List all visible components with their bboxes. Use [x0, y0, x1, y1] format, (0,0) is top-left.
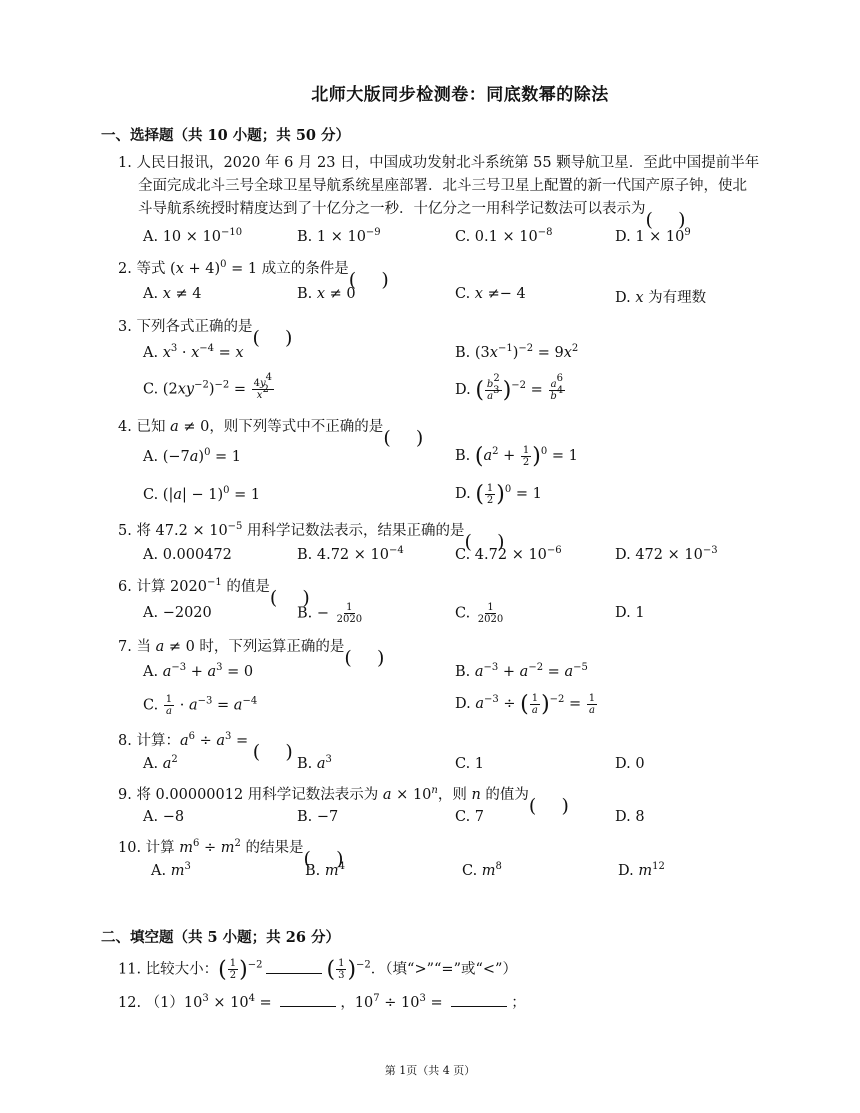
question-5: 5. 将 $47.2 \times 10^{-5}$ 用科学记数法表示，结果正确的是: [118, 521, 465, 539]
q3-option-d[interactable]: D. ( $\frac{b^2}{a^3}$ )$^{-2}$ = $\frac{a^6}{b^4}$: [455, 372, 564, 403]
q6-option-d[interactable]: D. 1: [615, 605, 645, 621]
q10-option-c[interactable]: C. $m^8$: [462, 861, 502, 879]
question-10: 10. 计算 $m^6 \div m^2$ 的结果是: [118, 838, 304, 856]
q7-option-d[interactable]: D. $a^{-3}$ ÷ ( $\frac{1}{a}$ )$^{-2}$ = $\frac{1}{a}$: [455, 692, 596, 717]
page-footer: 第 1页（共 4 页）: [384, 1064, 476, 1077]
q5-option-c[interactable]: C. $4.72 \times 10^{-6}$: [455, 545, 562, 563]
q7-option-a[interactable]: A. $a^{-3} + a^3 = 0$: [143, 662, 254, 680]
q5-option-d[interactable]: D. $472 \times 10^{-3}$: [615, 545, 718, 563]
q10-option-d[interactable]: D. $m^{12}$: [618, 861, 665, 879]
q1-option-b[interactable]: B. $1 \times 10^{-9}$: [297, 227, 381, 245]
q2-option-b[interactable]: B. x ≠ 0: [297, 286, 356, 302]
q4-option-d[interactable]: D. ( $\frac{1}{2}$ )$^0$ = 1: [455, 482, 542, 507]
q4-option-c[interactable]: C. $(|a| - 1)^0 = 1$: [143, 485, 261, 503]
q8-option-c[interactable]: C. 1: [455, 756, 485, 772]
q4-option-a[interactable]: A. $(-7a)^0 = 1$: [143, 447, 242, 465]
page-title: 北师大版同步检测卷：同底数幂的除法: [311, 85, 609, 105]
question-12: 12. $(1)10^3 \times 10^4$ = ，$10^7 \div 10^3$ = ；: [118, 993, 526, 1011]
q8-option-b[interactable]: B. $a^3$: [297, 754, 332, 772]
q7-option-c[interactable]: C. $\frac{1}{a}$ · $a^{-3} = a^{-4}$: [143, 694, 258, 717]
q1-option-a[interactable]: A. $10 \times 10^{-10}$: [143, 227, 243, 245]
answer-blank[interactable]: [280, 992, 336, 1007]
q9-option-c[interactable]: C. 7: [455, 809, 485, 825]
q2-option-c[interactable]: C. x ≠− 4: [455, 286, 526, 302]
q7-option-b[interactable]: B. $a^{-3} + a^{-2} = a^{-5}$: [455, 662, 588, 680]
question-2: 2. 等式 $(x + 4)^0 = 1$ 成立的条件是: [118, 259, 349, 277]
q5-option-a[interactable]: A. 0.000472: [143, 547, 232, 563]
section-fill-header: 二、填空题（共 5 小题；共 26 分）: [101, 929, 340, 946]
q5-option-b[interactable]: B. $4.72 \times 10^{-4}$: [297, 545, 404, 563]
question-4: 4. 已知 a ≠ 0，则下列等式中不正确的是: [118, 419, 384, 435]
question-6: 6. 计算 $2020^{-1}$ 的值是: [118, 577, 270, 595]
q8-option-a[interactable]: A. $a^2$: [143, 754, 178, 772]
q3-option-c[interactable]: C. $(2xy^{-2})^{-2}$ = $\frac{4y^4}{x^2}$: [143, 372, 273, 401]
q10-option-b[interactable]: B. $m^4$: [305, 861, 345, 879]
question-1: 1. 人民日报讯，2020 年 6 月 23 日，中国成功发射北斗系统第 55 颗导航卫星．至此中国提前半年 全面完成北斗三号全球卫星导航系统星座部署．北斗三号卫星上配置的新一代国产原子钟，使北 斗导航系统授时精度达到了十亿分之一秒．十亿分之一用科学记数法可以表示为: [118, 155, 760, 217]
question-3: 3. 下列各式正确的是: [118, 319, 253, 335]
q9-option-b[interactable]: B. −7: [297, 809, 339, 825]
q6-option-b[interactable]: B. − $\frac{1}{2020}$: [297, 602, 363, 625]
question-11: 11. 比较大小：( $\frac{1}{2}$ )$^{-2}$ ( $\frac{1}{3}$ )$^{-2}$．（填“>”“=”或“<”）: [118, 957, 517, 983]
question-8: 8. 计算：$a^6 \div a^3$ =: [118, 731, 253, 749]
q6-option-c[interactable]: C. $\frac{1}{2020}$: [455, 602, 504, 625]
q9-option-d[interactable]: D. 8: [615, 809, 645, 825]
question-9: 9. 将 0.00000012 用科学记数法表示为 $a \times 10^n$，则 n 的值为: [118, 785, 529, 803]
q3-option-a[interactable]: A. $x^3 \cdot x^{-4} = x$: [143, 343, 244, 361]
q1-option-c[interactable]: C. $0.1 \times 10^{-8}$: [455, 227, 553, 245]
q9-option-a[interactable]: A. −8: [143, 809, 185, 825]
answer-blank[interactable]: [451, 992, 507, 1007]
q2-option-d[interactable]: D. x 为有理数: [615, 290, 707, 306]
q10-option-a[interactable]: A. $m^3$: [151, 861, 191, 879]
answer-blank[interactable]: [266, 959, 322, 974]
q1-option-d[interactable]: D. $1 \times 10^9$: [615, 227, 691, 245]
section-choice-header: 一、选择题（共 10 小题；共 50 分）: [101, 127, 351, 144]
question-7: 7. 当 a ≠ 0 时，下列运算正确的是: [118, 639, 345, 655]
q8-option-d[interactable]: D. 0: [615, 756, 645, 772]
q2-option-a[interactable]: A. x ≠ 4: [143, 286, 202, 302]
q4-option-b[interactable]: B. ($a^2$ + $\frac{1}{2}$ )$^0$ = 1: [455, 444, 578, 469]
q6-option-a[interactable]: A. −2020: [143, 605, 212, 621]
q3-option-b[interactable]: B. $(3x^{-1})^{-2} = 9x^2$: [455, 343, 579, 361]
